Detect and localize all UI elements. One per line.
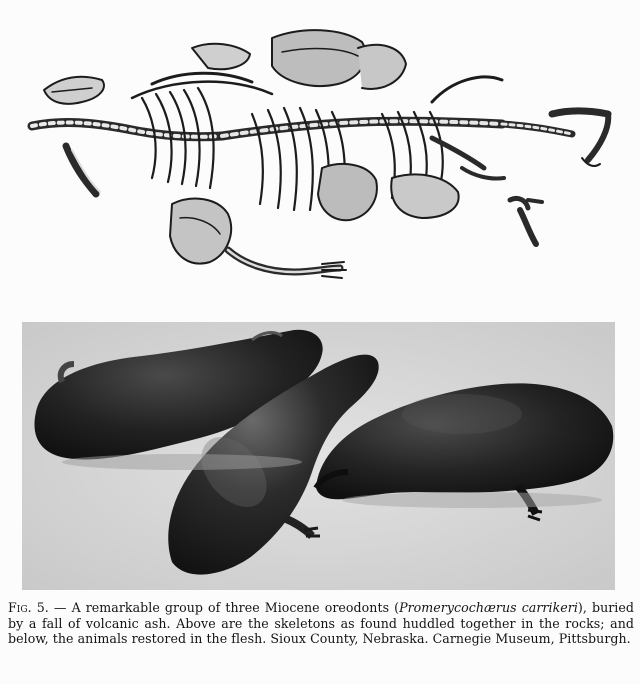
figure-label: Fig. 5.	[8, 600, 49, 615]
restoration-photo-icon	[22, 322, 615, 590]
figure-caption	[8, 600, 634, 647]
skeleton-illustration	[22, 18, 622, 298]
skeleton-drawing-icon	[22, 18, 622, 298]
caption-dash: —	[48, 600, 72, 615]
caption-text-after: ), buried by a fall of volcanic ash. Above are the skeletons as found huddled together in the rocks; and below, the animals restored in the flesh. Sioux County, Nebraska. Carnegie Museum, Pittsburgh.	[8, 600, 634, 646]
caption-text-before: A remarkable group of three Miocene oreodonts (	[71, 600, 400, 615]
restoration-photograph	[22, 322, 615, 590]
species-name: Promerycochærus carrikeri	[399, 600, 578, 615]
